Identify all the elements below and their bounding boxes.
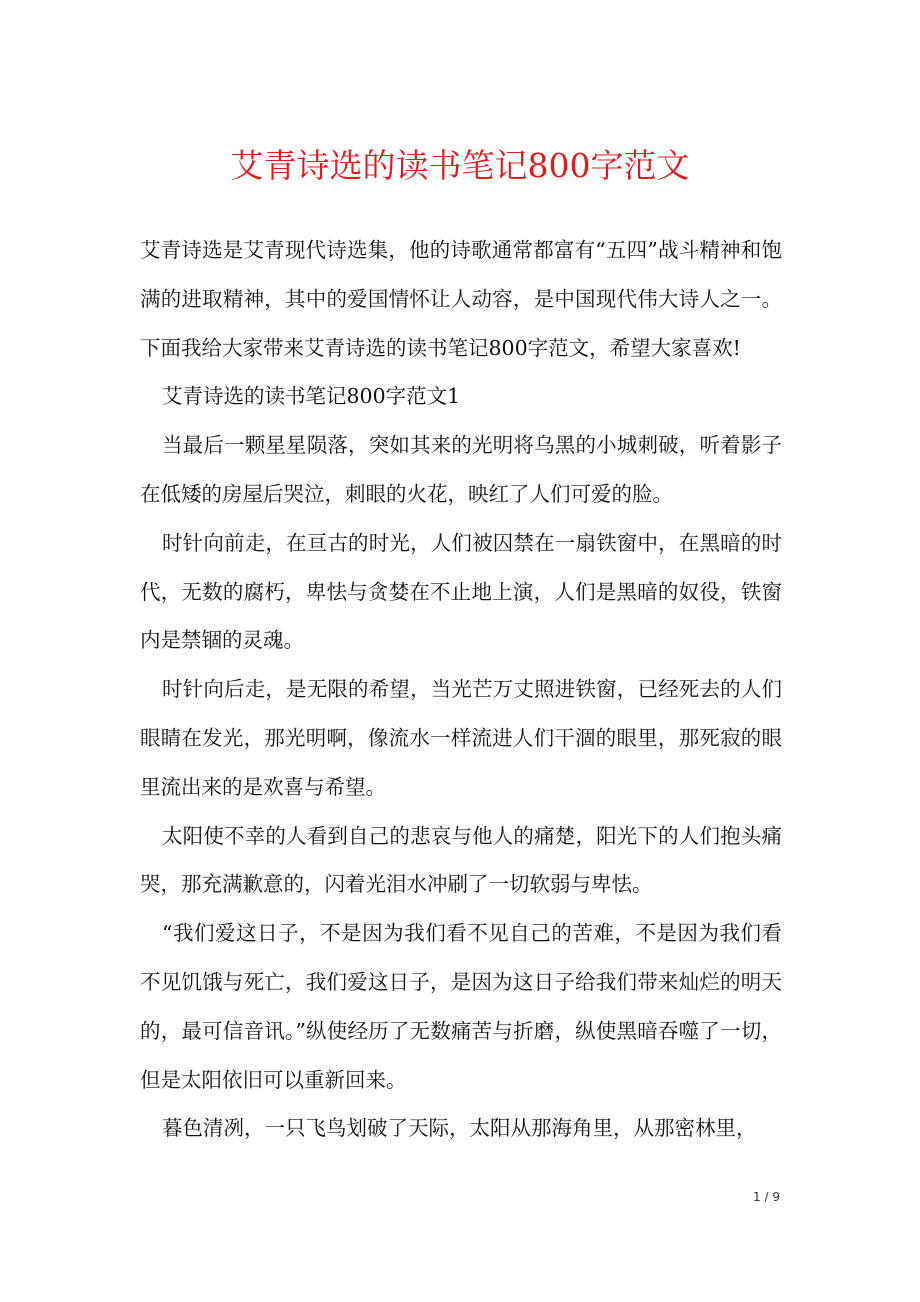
body-paragraph: 时针向后走，是无限的希望，当光芒万丈照进铁窗，已经死去的人们眼睛在发光，那光明啊，像流水一样流进人们干涸的眼里，那死寂的眼里流出来的是欢喜与希望。 bbox=[140, 677, 782, 799]
body-paragraph: 时针向前走，在亘古的时光，人们被囚禁在一扇铁窗中，在黑暗的时代，无数的腐朽，卑怯与贪婪在不止地上演，人们是黑暗的奴役，铁窗内是禁锢的灵魂。 bbox=[140, 530, 782, 653]
intro-paragraph: 艾青诗选是艾青现代诗选集，他的诗歌通常都富有“五四”战斗精神和饱满的进取精神，其中的爱国情怀让人动容，是中国现代伟大诗人之一。下面我给大家带来艾青诗选的读书笔记800字范文，希望大家喜欢! bbox=[140, 238, 782, 360]
body-paragraph: “我们爱这日子，不是因为我们看不见自己的苦难，不是因为我们看不见饥饿与死亡，我们爱这日子，是因为这日子给我们带来灿烂的明天的，最可信音讯。”纵使经历了无数痛苦与折磨，纵使黑暗吞噬了一切，但是太阳依旧可以重新回来。 bbox=[140, 921, 782, 1092]
body-paragraph: 暮色清冽，一只飞鸟划破了天际，太阳从那海角里，从那密林里， bbox=[162, 1116, 757, 1141]
document-body bbox=[140, 226, 782, 1153]
page-title: 艾青诗选的读书笔记800字范文 bbox=[230, 146, 690, 185]
body-paragraph: 太阳使不幸的人看到自己的悲哀与他人的痛楚，阳光下的人们抱头痛哭，那充满歉意的，闪着光泪水冲刷了一切软弱与卑怯。 bbox=[140, 823, 782, 897]
section-heading: 艾青诗选的读书笔记800字范文1 bbox=[162, 384, 461, 409]
page-number: 1 / 9 bbox=[753, 1190, 780, 1204]
body-paragraph: 当最后一颗星星陨落，突如其来的光明将乌黑的小城刺破，听着影子在低矮的房屋后哭泣，刺眼的火花，映红了人们可爱的脸。 bbox=[140, 433, 782, 506]
